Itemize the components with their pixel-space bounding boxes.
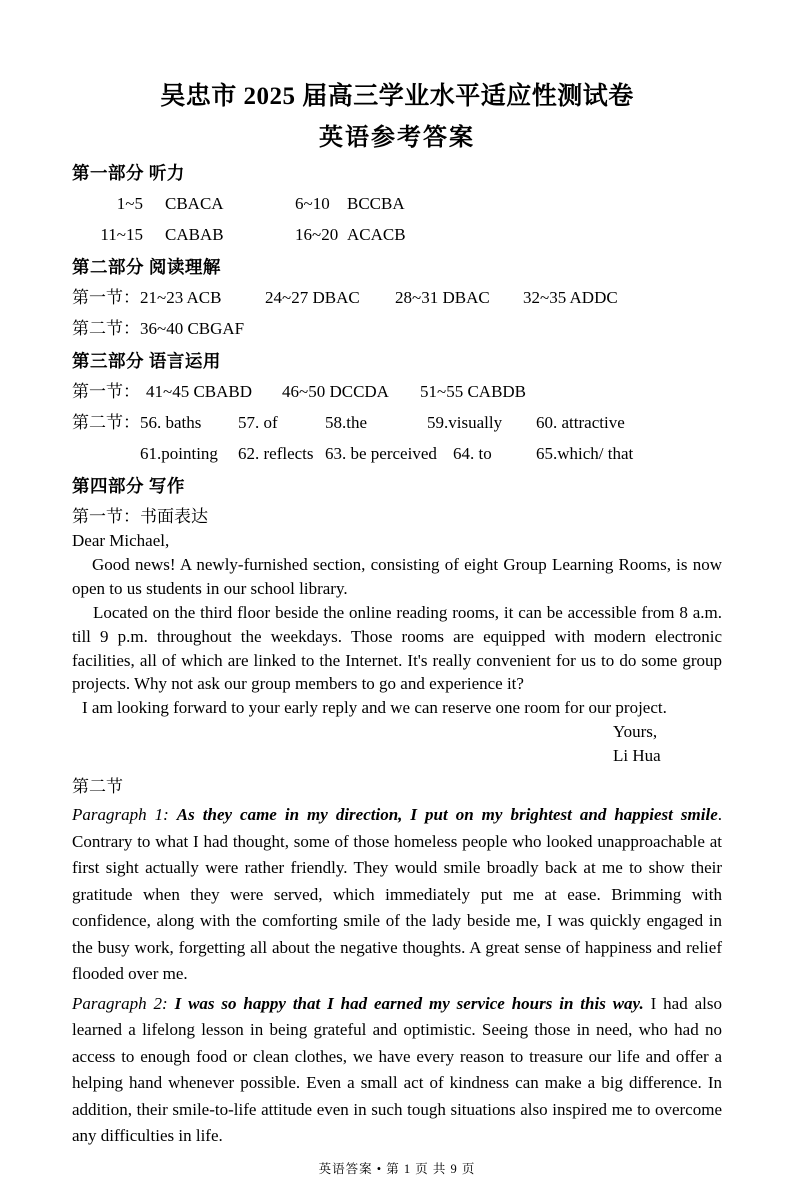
answer-group: 21~23 ACB [140, 288, 222, 307]
spacer [72, 442, 140, 466]
model-letter [72, 529, 722, 720]
document-subtitle: 英语参考答案 [319, 125, 475, 151]
answer-group: 46~50 DCCDA [282, 382, 389, 401]
language-section2-answers-row2 [72, 442, 722, 466]
answer-letters: CBACA [165, 194, 224, 213]
paragraph1-lead-sentence: As they came in my direction, I put on my brightest and happiest smile [176, 805, 718, 825]
letter-salutation: Dear Michael, [72, 531, 170, 550]
answer-letters: CABAB [165, 225, 224, 244]
letter-closing [72, 720, 722, 768]
page-footer: 英语答案 • 第 1 页 共 9 页 [318, 1161, 476, 1176]
letter-paragraph: Located on the third floor beside the online reading rooms, it can be accessible from 8 a.m. till 9 p.m. throughout the weekdays. Those rooms are equipped with modern electronic facilities, all of which are linked to the Internet. It's really convenient for us to do some group projects. Why not ask our group members to go and experience it? [72, 602, 722, 694]
closing-yours: Yours, [613, 722, 658, 742]
listening-answer-row [72, 192, 722, 216]
answer-item: 58.the [325, 413, 368, 432]
paragraph2-body: I had also learned a lifelong lesson in being grateful and optimistic. Seeing those in need, who had no access to enough food or clean clothes, we have every reason to treasure our life and offer a helping hand whenever possible. Even a small act of kindness can make a big difference. In addition, their smile-to-life attitude even in such tough situations also inspired me to overcome any difficulties in life. [72, 993, 723, 1146]
answer-item: 60. attractive [536, 413, 625, 432]
closing-signature: Li Hua [613, 746, 661, 766]
answer-item: 63. be perceived [325, 444, 437, 463]
section-label: 第一节： [72, 288, 140, 307]
answer-group: 41~45 CBABD [146, 382, 253, 401]
model-essay [72, 802, 722, 1150]
section-label: 第二节： [72, 413, 140, 432]
answer-item: 65.which/ that [536, 444, 634, 463]
answer-item: 59.visually [427, 413, 503, 432]
language-section1-answers [72, 380, 722, 404]
paragraph1-label: Paragraph 1: [72, 805, 177, 825]
paragraph1-body: . Contrary to what I had thought, some of those homeless people who looked unapproachable at first sight actually were rather friendly. They would smile broadly back at me to show their gratitude when they were served, which immediately put me at ease. Brimming with confidence, along with the comforting smile of the lady beside me, I was quickly engaged in the busy work, forgetting all about the negative thoughts. A great sense of happiness and relief flooded over me. [72, 805, 722, 984]
answer-item: 57. of [238, 413, 278, 432]
part3-heading: 第三部分 语言运用 [72, 351, 221, 371]
answer-letters: BCCBA [347, 194, 405, 213]
paragraph2-label: Paragraph 2: [72, 993, 175, 1013]
answer-group: 32~35 ADDC [523, 288, 618, 307]
question-range: 16~20 [295, 225, 339, 244]
answer-item: 64. to [453, 444, 492, 463]
part1-heading: 第一部分 听力 [72, 163, 185, 183]
answer-group: 28~31 DBAC [395, 288, 490, 307]
essay-paragraph-1 [72, 802, 722, 988]
answer-group: 36~40 CBGAF [140, 319, 245, 338]
section-label: 第一节： [72, 382, 140, 401]
writing-section2-label: 第二节 [72, 777, 123, 797]
paragraph2-lead-sentence: I was so happy that I had earned my service hours in this way. [174, 993, 644, 1013]
answer-group: 51~55 CABDB [420, 382, 527, 401]
language-section2-answers-row1 [72, 411, 722, 435]
listening-answer-row [72, 223, 722, 247]
question-range: 1~5 [116, 194, 143, 213]
question-range: 11~15 [100, 225, 143, 244]
letter-paragraph: Good news! A newly-furnished section, consisting of eight Group Learning Rooms, is now open to us students in our school library. [72, 554, 722, 598]
part2-heading: 第二部分 阅读理解 [72, 257, 221, 277]
document-title: 吴忠市 2025 届高三学业水平适应性测试卷 [160, 83, 634, 110]
letter-paragraph: I am looking forward to your early reply and we can reserve one room for our project. [82, 698, 667, 718]
answer-group: 24~27 DBAC [265, 288, 360, 307]
writing-section1-label: 第一节：书面表达 [72, 507, 208, 526]
answer-letters: ACACB [347, 225, 406, 244]
section-label: 第二节： [72, 319, 140, 338]
answer-item: 56. baths [140, 413, 202, 432]
answer-item: 62. reflects [238, 444, 314, 463]
question-range: 6~10 [295, 194, 330, 213]
reading-section1-answers [72, 286, 722, 310]
reading-section2-answers [72, 317, 722, 341]
part4-heading: 第四部分 写作 [72, 476, 185, 496]
answer-item: 61.pointing [140, 444, 218, 463]
essay-paragraph-2 [72, 991, 722, 1150]
